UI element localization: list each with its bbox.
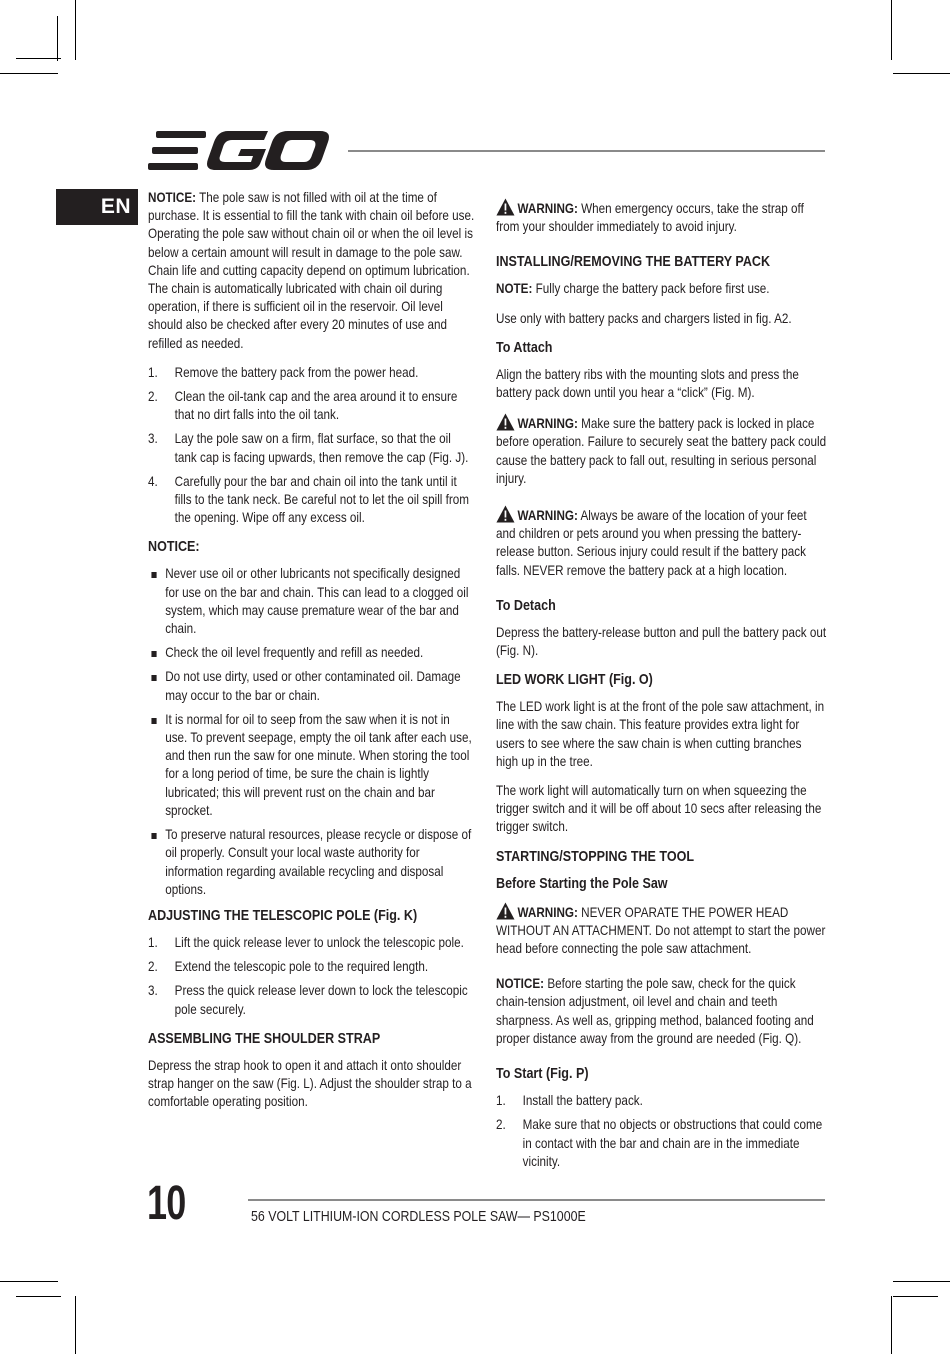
attach-heading: To Attach [496, 339, 553, 356]
warning-text: When emergency occurs, take the strap off from your shoulder immediately to avoid injury. [496, 201, 804, 235]
list-item [496, 1092, 826, 1110]
warning-triangle-icon [496, 902, 515, 920]
start-steps-list [496, 1092, 826, 1171]
notice-text: Before starting the pole saw, check for the quick chain-tension adjustment, oil level and chain and teeth sharpness. As well as, gripping method, balanced footing and proper distance away from the ground are needed (Fig. Q). [496, 976, 814, 1046]
notice-text: The pole saw is not filled with oil at the time of purchase. It is essential to fill the tank with chain oil before use. Operating the pole saw without chain oil or when the oil level is below a certain amount will result in damage to the pole saw. Chain life and cutting capacity depend on optimum lubrication. The chain is automatically lubricated with chain oil during operation, if there is sufficient oil in the reservoir. Oil level should also be checked after every 20 minutes of use and refilled as needed. [148, 190, 475, 351]
oil-steps-list [148, 364, 475, 528]
bullet-item: It is normal for oil to seep from the saw when it is not in use. To prevent seepage, empty the oil tank after each use, and then run the saw for one minute. When storing the tool for a long period of time, be sure the chain is lightly lubricated; this will prevent rust on the chain and bar sprocket. [148, 711, 475, 820]
crop-mark [75, 1296, 76, 1354]
attach-text: Align the battery ribs with the mounting slots and press the battery pack down until you hear a “click” (Fig. M). [496, 366, 799, 401]
crop-mark [0, 73, 58, 74]
warning-never [496, 902, 826, 959]
warning-label: WARNING: [517, 508, 578, 524]
footer-rule [248, 1199, 825, 1201]
note-text: Fully charge the battery pack before first use. [532, 281, 770, 297]
list-item [148, 958, 475, 976]
list-number: 2. [148, 389, 158, 405]
list-number: 1. [148, 934, 158, 950]
notice-intro [148, 189, 475, 353]
list-text: Lift the quick release lever to unlock the telescopic pole. [174, 934, 464, 950]
crop-mark [891, 0, 892, 60]
bullet-item: Check the oil level frequently and refill as needed. [148, 644, 475, 662]
list-item [148, 934, 475, 952]
list-item [148, 364, 475, 382]
warning-label: WARNING: [517, 201, 578, 216]
warning-triangle-icon [496, 413, 515, 431]
warning-aware [496, 505, 826, 580]
crop-mark [57, 16, 58, 61]
footer-title: 56 VOLT LITHIUM-ION CORDLESS POLE SAW— PS1000E [251, 1209, 586, 1225]
bullet-item: Do not use dirty, used or other contaminated oil. Damage may occur to the bar or chain. [148, 668, 475, 704]
warning-label: WARNING: [517, 904, 578, 920]
led-text: The work light will automatically turn on when squeezing the trigger switch and it will be off about 10 secs after releasing the trigger switch. [496, 783, 822, 835]
notice-label: NOTICE: [496, 976, 545, 992]
battery-heading: INSTALLING/REMOVING THE BATTERY PACK [496, 254, 771, 271]
list-number: 1. [496, 1093, 506, 1109]
crop-mark [16, 1296, 61, 1297]
list-number: 2. [496, 1117, 506, 1133]
ego-logo [148, 128, 332, 174]
warning-text: NEVER OPARATE THE POWER HEAD WITHOUT AN ATTACHMENT. Do not attempt to start the power head before connecting the pole saw attachment. [496, 904, 826, 957]
crop-mark [893, 73, 950, 74]
warning-text: Make sure the battery pack is locked in place before operation. Failure to securely seat the battery pack could cause the battery pack to fall out, resulting in serious personal injury. [496, 416, 827, 486]
list-text: Lay the pole saw on a firm, flat surface, so that the oil tank cap is facing upwards, then remove the cap (Fig. J). [174, 431, 469, 465]
notice-bullet-list [148, 565, 475, 898]
list-item [148, 982, 475, 1018]
language-tab: EN [56, 189, 138, 225]
notice-heading: NOTICE: [148, 539, 200, 556]
notice-label: NOTICE: [148, 190, 197, 205]
list-text: Carefully pour the bar and chain oil into the tank until it fills to the tank neck. Be careful not to let the oil spill from the opening. Wipe off any excess oil. [174, 473, 470, 526]
battery-use-only: Use only with battery packs and chargers listed in fig. A2. [496, 310, 792, 326]
list-text: Clean the oil-tank cap and the area around it to ensure that no dirt falls into the oil tank. [174, 389, 458, 423]
list-number: 3. [148, 431, 158, 447]
list-text: Press the quick release lever down to lock the telescopic pole securely. [174, 983, 468, 1017]
crop-mark [893, 1281, 950, 1282]
warning-triangle-icon [496, 198, 515, 216]
right-column [496, 198, 826, 1182]
list-text: Extend the telescopic pole to the required length. [174, 959, 429, 975]
adjust-steps-list [148, 934, 475, 1019]
warning-triangle-icon [496, 505, 515, 523]
notice-before-start [496, 975, 826, 1048]
list-item [148, 430, 475, 466]
led-text: The LED work light is at the front of the pole saw attachment, in line with the saw chain. This feature provides extra light for users to see where the saw chain is when cutting branches high up in the tree. [496, 699, 825, 769]
list-number: 1. [148, 364, 158, 380]
before-starting-heading: Before Starting the Pole Saw [496, 875, 668, 892]
list-item [148, 473, 475, 528]
bullet-item: Never use oil or other lubricants not specifically designed for use on the bar and chain. This can lead to a clogged oil system, which may cause premature wear of the bar and chain. [148, 565, 475, 638]
list-text: Remove the battery pack from the power head. [174, 364, 419, 380]
crop-mark [893, 1296, 938, 1297]
left-column [148, 189, 475, 1122]
list-number: 4. [148, 473, 158, 489]
list-number: 2. [148, 959, 158, 975]
to-start-heading: To Start (Fig. P) [496, 1066, 589, 1083]
warning-locked [496, 413, 826, 488]
detach-text: Depress the battery-release button and pull the battery pack out (Fig. N). [496, 624, 827, 659]
list-item [148, 388, 475, 424]
crop-mark [0, 1281, 58, 1282]
list-text: Make sure that no objects or obstructions that could come in contact with the bar and chain are in the immediate vicinity. [522, 1117, 823, 1169]
warning-text: Always be aware of the location of your feet and children or pets around you when pressing the battery-release button. Serious injury could result if the battery pack falls. NEVER remove the battery pack at a high location. [496, 508, 807, 578]
crop-mark [16, 58, 61, 59]
list-item [496, 1116, 826, 1171]
header-rule [348, 150, 825, 152]
shoulder-strap-heading: ASSEMBLING THE SHOULDER STRAP [148, 1030, 381, 1047]
warning-label: WARNING: [517, 416, 578, 432]
warning-emergency [496, 198, 826, 236]
crop-mark [75, 0, 76, 60]
led-heading: LED WORK LIGHT (Fig. O) [496, 672, 653, 689]
list-number: 3. [148, 983, 158, 999]
start-stop-heading: STARTING/STOPPING THE TOOL [496, 848, 695, 865]
list-text: Install the battery pack. [522, 1093, 643, 1109]
battery-note [496, 280, 826, 298]
bullet-item: To preserve natural resources, please recycle or dispose of oil properly. Consult your local waste authority for information regarding available recycling and disposal options. [148, 826, 475, 899]
crop-mark [891, 1296, 892, 1354]
detach-heading: To Detach [496, 597, 556, 614]
shoulder-strap-text: Depress the strap hook to open it and attach it onto shoulder strap hanger on the saw (Fig. L). Adjust the shoulder strap to a comfortable operating position. [148, 1057, 472, 1110]
adjust-pole-heading: ADJUSTING THE TELESCOPIC POLE (Fig. K) [148, 907, 418, 924]
note-label: NOTE: [496, 281, 533, 297]
page-number: 10 [147, 1177, 186, 1230]
